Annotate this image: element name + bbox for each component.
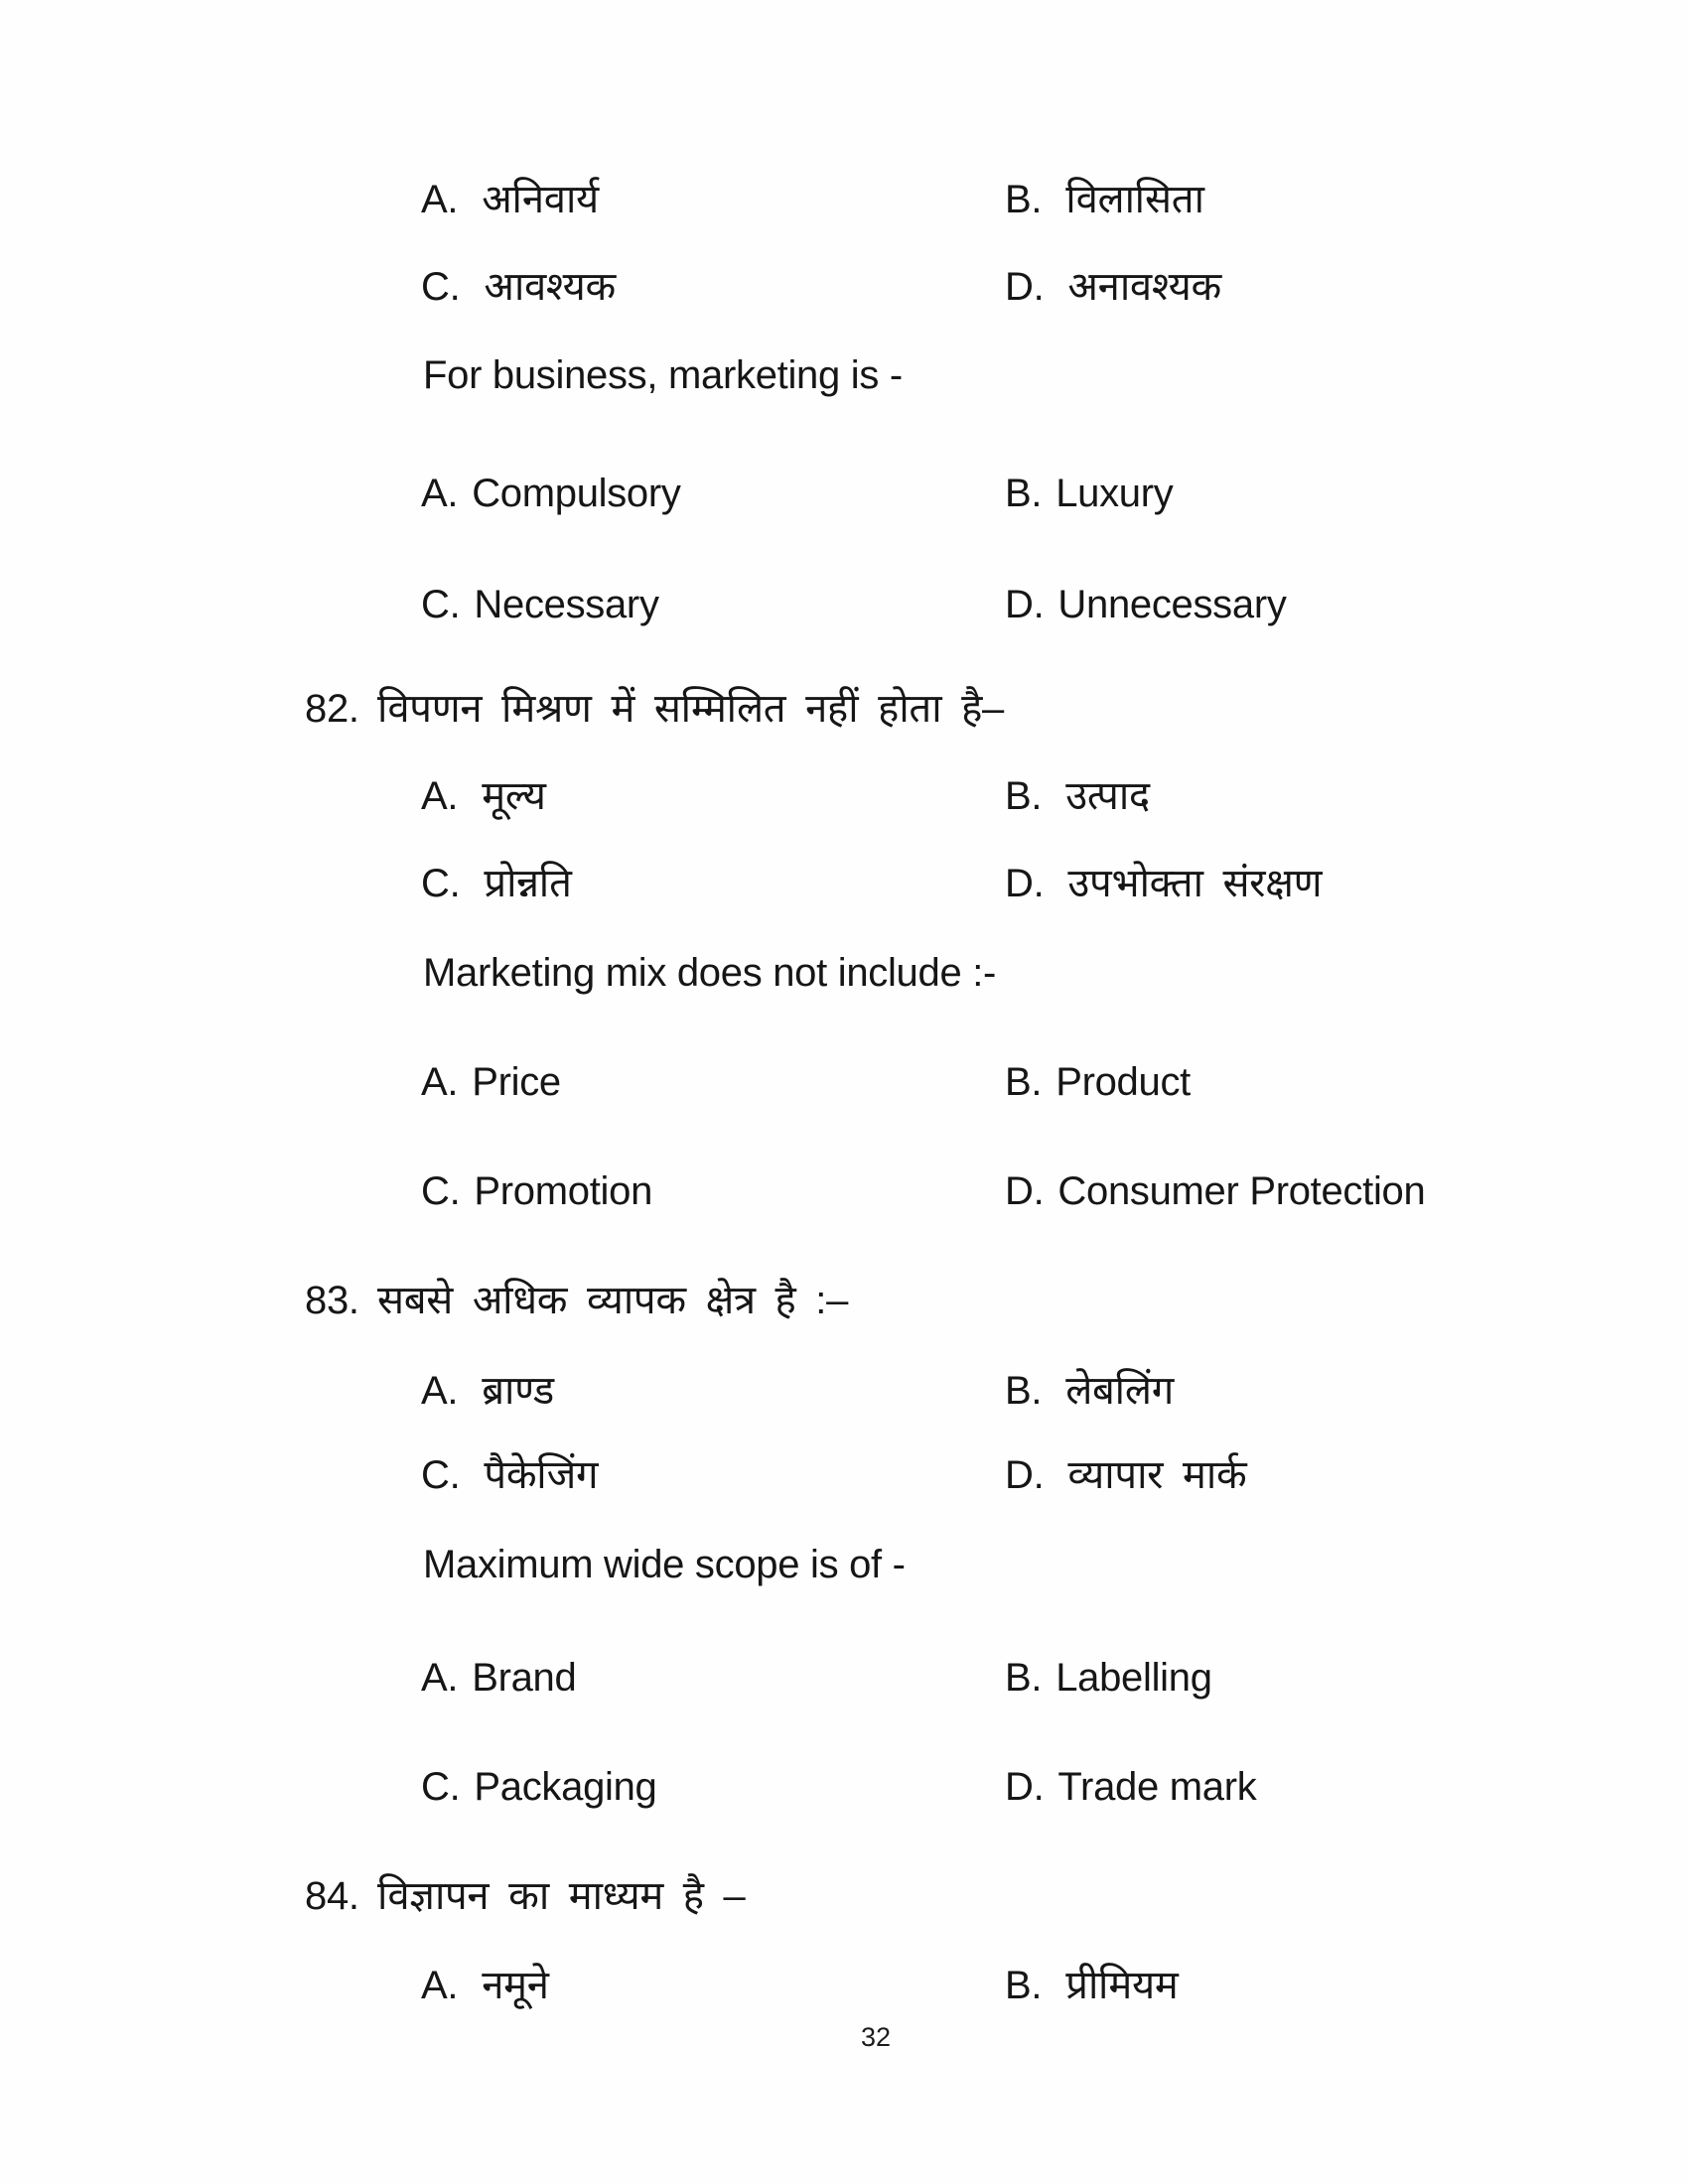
question-text-english: Marketing mix does not include :-: [423, 951, 997, 995]
option-text: नमूने: [482, 1964, 549, 2007]
option-label: D.: [1005, 1765, 1045, 1809]
option-label: B.: [1005, 178, 1043, 221]
option-label: A.: [421, 472, 459, 515]
option-d: [1005, 263, 1221, 311]
option-b: [1005, 1654, 1212, 1702]
page-number: 32: [860, 2022, 892, 2052]
option-text: अनावश्यक: [1067, 265, 1221, 309]
option-text: Promotion: [474, 1169, 653, 1213]
question-number: 84.: [305, 1874, 359, 1918]
option-text: मूल्य: [482, 774, 546, 818]
question-text-english: Maximum wide scope is of -: [423, 1543, 906, 1586]
option-label: C.: [421, 1765, 461, 1809]
option-text: Packaging: [474, 1765, 657, 1809]
option-b: [1005, 1367, 1174, 1415]
option-text: लेबलिंग: [1065, 1369, 1174, 1413]
option-label: A.: [421, 178, 459, 221]
option-label: C.: [421, 1169, 461, 1213]
option-text: आवश्यक: [484, 265, 616, 309]
option-d: [1005, 1451, 1246, 1499]
option-b: [1005, 470, 1173, 517]
option-text: ब्राण्ड: [482, 1369, 554, 1413]
option-label: A.: [421, 1060, 459, 1104]
option-d: [1005, 581, 1287, 628]
question-text-english: For business, marketing is -: [423, 353, 903, 397]
option-text: व्यापार मार्क: [1067, 1453, 1247, 1497]
option-label: B.: [1005, 472, 1043, 515]
option-b: [1005, 1058, 1191, 1106]
option-d: [1005, 1763, 1256, 1811]
option-a: [421, 470, 681, 517]
option-a: [421, 1367, 554, 1415]
option-text: Unnecessary: [1057, 583, 1287, 626]
option-label: C.: [421, 1453, 461, 1497]
option-text: Necessary: [474, 583, 659, 626]
question-number: 82.: [305, 687, 359, 731]
option-label: A.: [421, 1656, 459, 1700]
option-text: Price: [472, 1060, 561, 1104]
option-label: B.: [1005, 774, 1043, 818]
option-label: B.: [1005, 1964, 1043, 2007]
option-b: [1005, 176, 1204, 223]
option-text: Labelling: [1055, 1656, 1212, 1700]
option-text: Product: [1055, 1060, 1191, 1104]
option-label: D.: [1005, 265, 1045, 309]
option-label: D.: [1005, 583, 1045, 626]
option-c: [421, 581, 659, 628]
option-label: C.: [421, 583, 461, 626]
option-label: D.: [1005, 1169, 1045, 1213]
option-text: Compulsory: [472, 472, 681, 515]
option-a: [421, 1058, 561, 1106]
option-text: Brand: [472, 1656, 577, 1700]
option-c: [421, 1763, 657, 1811]
option-text: विलासिता: [1065, 178, 1204, 221]
option-c: [421, 263, 616, 311]
option-label: B.: [1005, 1656, 1043, 1700]
option-text: उत्पाद: [1065, 774, 1150, 818]
option-label: C.: [421, 265, 461, 309]
option-b: [1005, 1962, 1179, 2009]
option-a: [421, 1654, 576, 1702]
option-label: B.: [1005, 1060, 1043, 1104]
option-a: [421, 1962, 549, 2009]
option-c: [421, 1167, 652, 1215]
option-text: Luxury: [1055, 472, 1174, 515]
option-label: D.: [1005, 862, 1045, 905]
option-text: प्रोन्नति: [484, 862, 572, 905]
option-label: A.: [421, 1964, 459, 2007]
option-c: [421, 1451, 598, 1499]
option-d: [1005, 860, 1322, 907]
option-c: [421, 860, 572, 907]
option-d: [1005, 1167, 1425, 1215]
option-label: D.: [1005, 1453, 1045, 1497]
option-label: B.: [1005, 1369, 1043, 1413]
option-text: पैकेजिंग: [484, 1453, 599, 1497]
option-label: A.: [421, 1369, 459, 1413]
option-text: Trade mark: [1057, 1765, 1257, 1809]
option-a: [421, 176, 599, 223]
option-text: Consumer Protection: [1057, 1169, 1426, 1213]
option-text: उपभोक्ता संरक्षण: [1067, 862, 1323, 905]
option-text: अनिवार्य: [482, 178, 599, 221]
question-text-hindi: विज्ञापन का माध्यम है –: [377, 1874, 746, 1918]
option-b: [1005, 772, 1150, 820]
option-a: [421, 772, 546, 820]
option-text: प्रीमियम: [1065, 1964, 1179, 2007]
question-number: 83.: [305, 1279, 359, 1322]
option-label: C.: [421, 862, 461, 905]
question-text-hindi: सबसे अधिक व्यापक क्षेत्र है :–: [377, 1279, 849, 1322]
question-text-hindi: विपणन मिश्रण में सम्मिलित नहीं होता है–: [377, 687, 1004, 731]
option-label: A.: [421, 774, 459, 818]
